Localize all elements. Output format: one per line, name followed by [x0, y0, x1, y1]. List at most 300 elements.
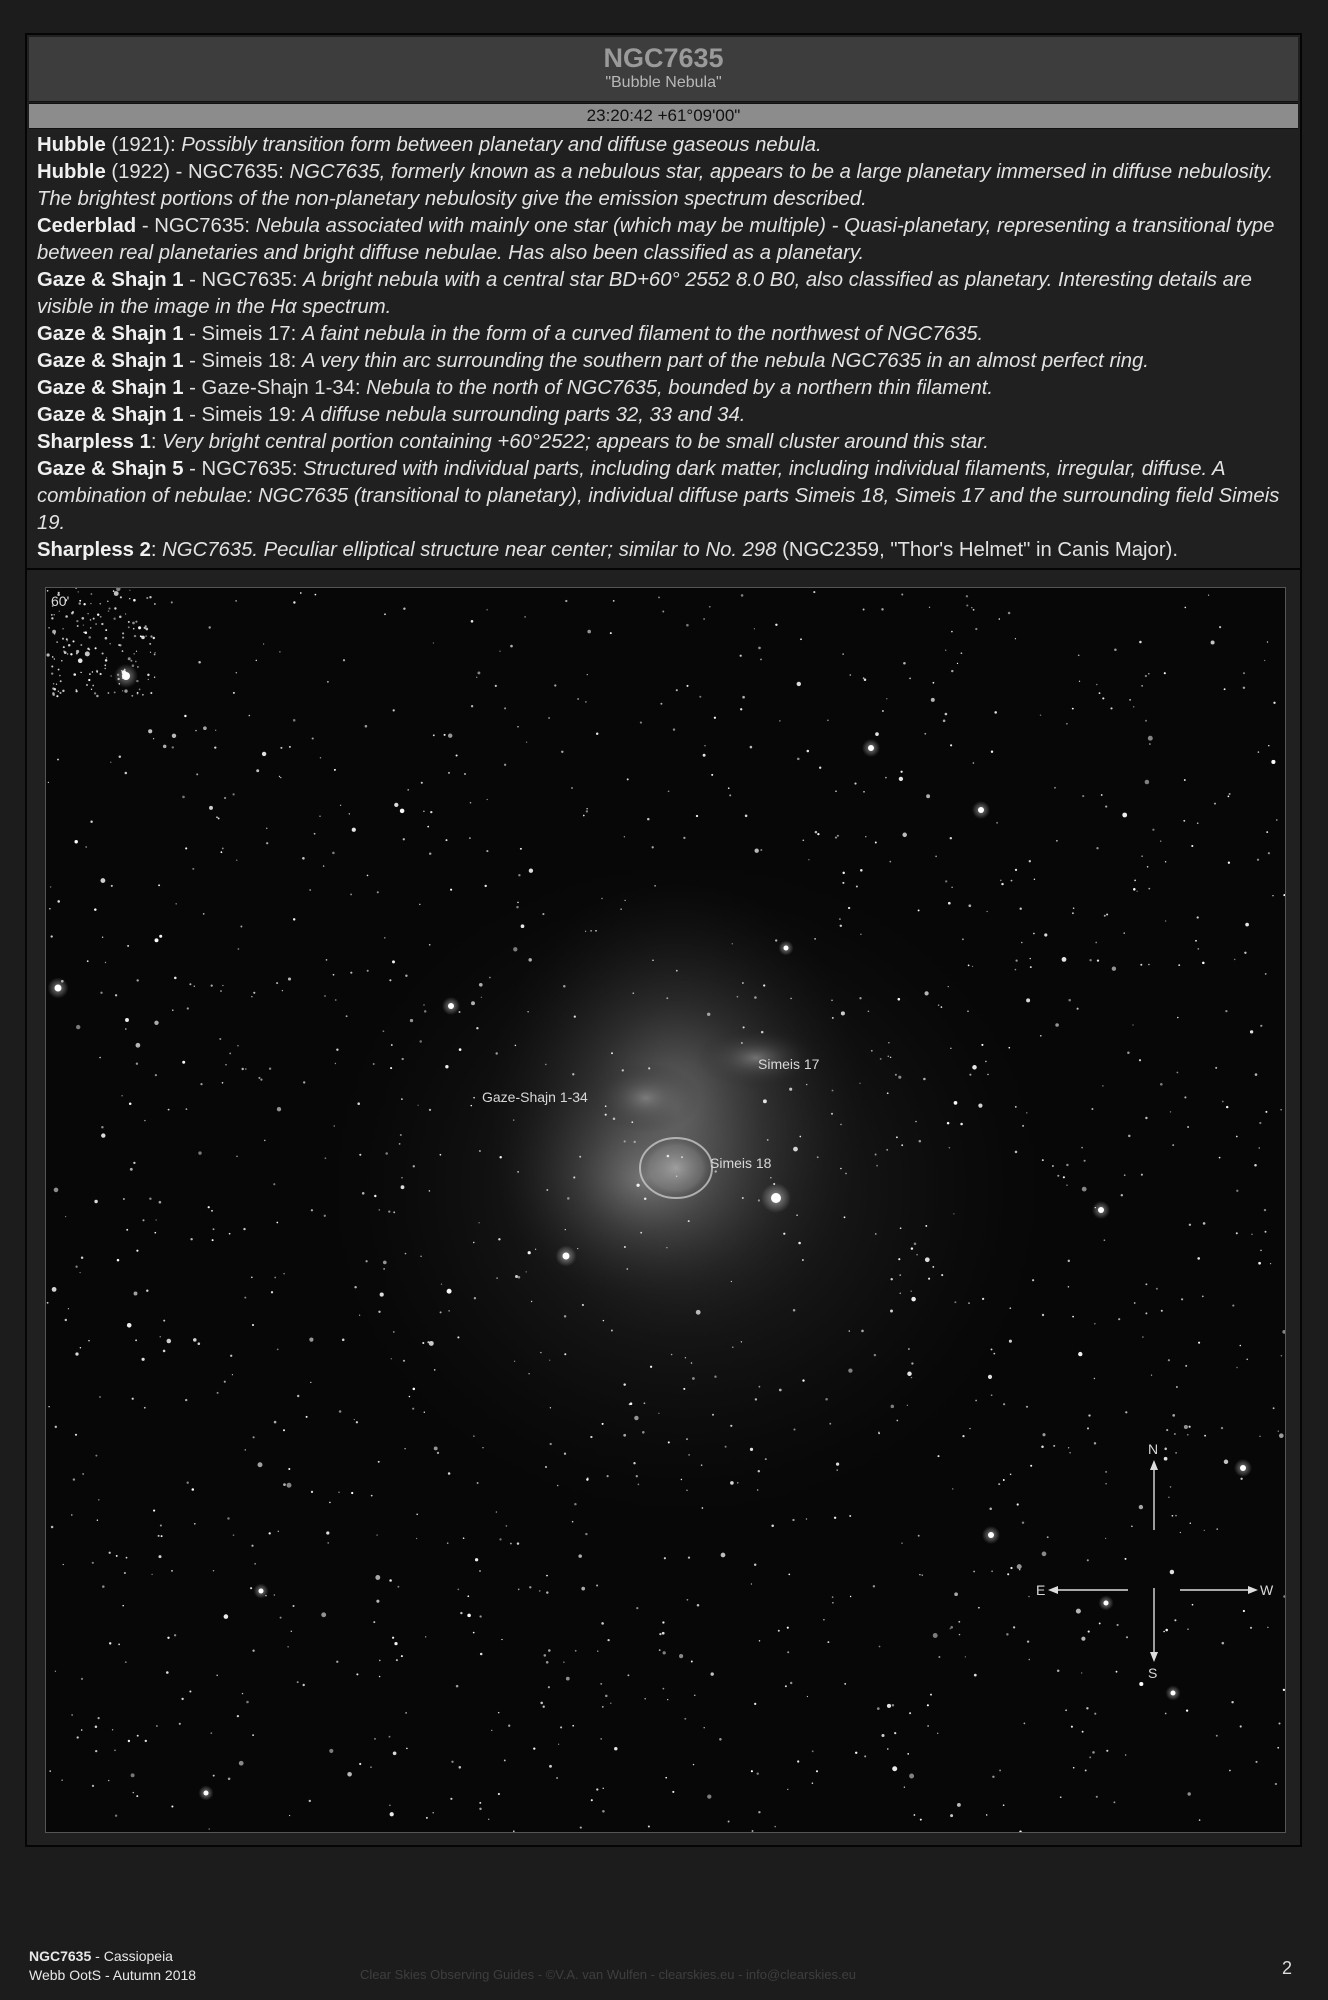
- note-text: Structured with individual parts, including dark matter, including individual filaments, irregular, diffuse. A combination of nebulae: NGC7635 (transitional to planetary), individual diffuse parts Simeis 18, Simeis 17 and the surrounding field Simeis 19.: [37, 458, 1280, 534]
- star: [1152, 829, 1154, 831]
- star: [760, 658, 762, 660]
- star: [707, 1013, 710, 1016]
- star: [289, 746, 291, 748]
- star: [730, 1425, 732, 1427]
- star: [109, 643, 111, 645]
- star: [1086, 1707, 1088, 1709]
- star: [1013, 1626, 1015, 1628]
- star: [95, 647, 97, 649]
- star: [65, 615, 68, 618]
- star: [998, 1483, 1000, 1485]
- star: [875, 1154, 877, 1156]
- star: [672, 1791, 674, 1793]
- star: [150, 692, 152, 694]
- star: [975, 628, 977, 630]
- star: [1229, 1770, 1231, 1772]
- star: [198, 661, 201, 664]
- star: [969, 1074, 971, 1076]
- star: [373, 1063, 375, 1065]
- star: [1029, 860, 1031, 862]
- star: [473, 1435, 475, 1437]
- star: [806, 1084, 807, 1085]
- star: [327, 681, 329, 683]
- star: [1028, 1596, 1029, 1597]
- star: [688, 1556, 690, 1558]
- star: [63, 650, 64, 651]
- star: [456, 1685, 459, 1688]
- star: [1008, 612, 1011, 615]
- star: [88, 1340, 89, 1341]
- star: [1266, 831, 1268, 833]
- star: [166, 1671, 169, 1674]
- star: [61, 660, 63, 662]
- bright-star: [784, 946, 789, 951]
- star: [402, 1058, 404, 1060]
- star: [605, 1105, 607, 1107]
- star: [704, 1727, 705, 1728]
- star: [114, 691, 116, 693]
- star: [741, 594, 744, 597]
- star: [1228, 862, 1230, 864]
- star: [172, 734, 176, 738]
- star: [412, 1408, 414, 1410]
- star: [585, 931, 586, 932]
- star: [481, 997, 482, 998]
- star: [498, 1712, 500, 1714]
- star: [911, 1362, 913, 1364]
- star: [623, 1434, 626, 1437]
- star: [245, 1449, 247, 1451]
- star: [440, 1311, 442, 1313]
- star: [312, 737, 314, 739]
- star: [1082, 795, 1084, 797]
- star: [222, 1082, 224, 1084]
- star: [1052, 1165, 1054, 1167]
- star: [676, 689, 678, 691]
- star: [90, 603, 91, 604]
- star: [693, 1764, 694, 1765]
- star: [816, 1770, 818, 1772]
- star: [895, 1074, 897, 1076]
- star: [122, 632, 124, 634]
- star: [399, 1143, 401, 1145]
- star: [840, 1168, 842, 1170]
- star: [258, 1462, 263, 1467]
- star: [973, 1571, 975, 1573]
- star: [346, 1015, 348, 1017]
- star: [194, 1523, 196, 1525]
- star: [251, 1276, 253, 1278]
- star: [98, 1717, 100, 1719]
- star: [108, 610, 109, 611]
- star: [875, 732, 879, 736]
- star: [1042, 1159, 1044, 1161]
- star: [1140, 964, 1142, 966]
- star: [384, 937, 385, 938]
- star: [1250, 1030, 1253, 1033]
- star: [97, 613, 99, 615]
- star: [422, 1342, 424, 1344]
- star: [624, 900, 625, 901]
- star: [262, 752, 266, 756]
- star: [229, 1052, 231, 1054]
- star: [136, 979, 138, 981]
- star: [213, 1228, 215, 1230]
- note-ref: - NGC7635:: [183, 458, 304, 480]
- star: [650, 1366, 652, 1368]
- star: [1257, 859, 1259, 861]
- star: [342, 1339, 345, 1342]
- star: [982, 1298, 984, 1300]
- star: [389, 979, 391, 981]
- star: [224, 1381, 226, 1383]
- star: [1172, 1515, 1174, 1517]
- star: [376, 1600, 379, 1603]
- note-ref: - Simeis 17:: [183, 323, 302, 345]
- star: [190, 1238, 192, 1240]
- star: [297, 1395, 299, 1397]
- star: [80, 1347, 81, 1348]
- star: [703, 618, 705, 620]
- star: [239, 1761, 244, 1766]
- object-subtitle: "Bubble Nebula": [605, 74, 722, 91]
- star: [237, 1045, 239, 1047]
- star: [886, 698, 887, 699]
- star: [579, 1156, 581, 1158]
- star: [185, 847, 187, 849]
- star: [203, 913, 205, 915]
- star: [774, 1826, 776, 1828]
- star: [1243, 1610, 1245, 1612]
- star: [1053, 1445, 1055, 1447]
- star: [128, 657, 131, 660]
- star: [763, 1099, 767, 1103]
- star: [135, 621, 137, 623]
- star: [894, 1732, 896, 1734]
- star: [125, 1028, 127, 1030]
- star: [790, 998, 792, 1000]
- star: [549, 1360, 550, 1361]
- star: [691, 1661, 693, 1663]
- star: [887, 1092, 889, 1094]
- star: [115, 1815, 117, 1817]
- star: [907, 1372, 912, 1377]
- star: [981, 1044, 983, 1046]
- star: [62, 628, 64, 630]
- star: [136, 1250, 138, 1252]
- star: [712, 1414, 714, 1416]
- star: [448, 1310, 449, 1311]
- star: [200, 1083, 202, 1085]
- star: [751, 1583, 752, 1584]
- star: [78, 591, 79, 592]
- star: [911, 1247, 913, 1249]
- star: [1276, 819, 1278, 821]
- star: [1186, 1709, 1188, 1711]
- star: [54, 1188, 59, 1193]
- star: [338, 1491, 340, 1493]
- star: [1203, 1222, 1206, 1225]
- star: [737, 1482, 738, 1483]
- star: [222, 847, 224, 849]
- star: [470, 802, 472, 804]
- star: [802, 1379, 804, 1381]
- star: [194, 986, 195, 987]
- star: [282, 990, 283, 991]
- star: [1055, 1023, 1059, 1027]
- star: [141, 1358, 144, 1361]
- bright-star: [1098, 1207, 1104, 1213]
- star: [132, 1398, 134, 1400]
- star: [1264, 1209, 1266, 1211]
- star: [149, 1197, 151, 1199]
- star: [775, 939, 777, 941]
- star: [751, 1770, 753, 1772]
- star: [856, 885, 858, 887]
- star: [79, 602, 81, 604]
- star: [109, 1642, 111, 1644]
- star: [582, 1304, 584, 1306]
- star: [938, 1656, 940, 1658]
- star: [832, 1602, 834, 1604]
- star: [73, 1478, 75, 1480]
- star: [51, 665, 53, 667]
- star: [520, 848, 522, 850]
- star: [513, 1119, 514, 1120]
- bright-star: [563, 1253, 570, 1260]
- star: [266, 842, 268, 844]
- star: [233, 692, 235, 694]
- star: [1133, 888, 1136, 891]
- star: [1071, 1726, 1073, 1728]
- star: [393, 1751, 397, 1755]
- star: [144, 1120, 145, 1121]
- star: [252, 1324, 254, 1326]
- star: [668, 790, 670, 792]
- label-simeis-18: Simeis 18: [710, 1155, 772, 1171]
- star: [1246, 1359, 1248, 1361]
- star: [1099, 692, 1101, 694]
- star: [901, 1144, 903, 1146]
- star: [130, 660, 132, 662]
- star: [1244, 952, 1246, 954]
- star: [991, 1348, 993, 1350]
- star: [1208, 594, 1209, 595]
- star: [1011, 880, 1013, 882]
- star: [1033, 933, 1035, 935]
- star: [210, 1732, 212, 1734]
- star: [902, 833, 907, 838]
- star: [631, 1121, 633, 1123]
- star: [405, 1712, 407, 1714]
- star: [1148, 888, 1150, 890]
- bright-star: [1240, 1465, 1246, 1471]
- star: [309, 889, 311, 891]
- star: [1104, 1239, 1106, 1241]
- star: [960, 1123, 963, 1126]
- star: [915, 1121, 917, 1123]
- star: [450, 1798, 452, 1800]
- star: [951, 887, 952, 888]
- star: [1007, 1573, 1009, 1575]
- star: [991, 751, 993, 753]
- star: [72, 611, 74, 613]
- star: [686, 1438, 688, 1440]
- star: [557, 1485, 559, 1487]
- star: [185, 1399, 187, 1401]
- star: [1125, 1411, 1127, 1413]
- object-card: [25, 33, 1302, 1847]
- star: [445, 1065, 448, 1068]
- scale-label: 60': [51, 593, 70, 609]
- star: [742, 982, 744, 984]
- star: [1142, 1336, 1144, 1338]
- star: [1084, 1160, 1086, 1162]
- star: [638, 1484, 640, 1486]
- star: [1124, 1174, 1126, 1176]
- star: [961, 652, 963, 654]
- star: [276, 1222, 278, 1224]
- star: [1106, 913, 1108, 915]
- star: [155, 938, 159, 942]
- star: [597, 1650, 598, 1651]
- star: [444, 734, 446, 736]
- star: [167, 1339, 172, 1344]
- star: [952, 1488, 954, 1490]
- star: [741, 1341, 742, 1342]
- star: [280, 777, 281, 778]
- star: [892, 1766, 897, 1771]
- star: [919, 1574, 921, 1576]
- star: [158, 884, 160, 886]
- star: [802, 839, 804, 841]
- star: [603, 1788, 604, 1789]
- star: [1145, 780, 1150, 785]
- star: [155, 1219, 156, 1220]
- star: [807, 1696, 808, 1697]
- star: [120, 596, 122, 598]
- star: [95, 623, 97, 625]
- star: [935, 856, 937, 858]
- star: [581, 1587, 585, 1591]
- star: [510, 1543, 512, 1545]
- star: [75, 1352, 78, 1355]
- star: [499, 651, 500, 652]
- note-source: Hubble: [37, 134, 106, 156]
- star: [208, 1206, 210, 1208]
- star: [252, 1734, 254, 1736]
- star: [909, 1712, 911, 1714]
- star: [1222, 1101, 1224, 1103]
- note-item: [37, 348, 1295, 375]
- star: [686, 624, 689, 627]
- star: [1126, 1636, 1128, 1638]
- star: [957, 663, 958, 664]
- star: [959, 1634, 960, 1635]
- star: [213, 1570, 214, 1571]
- star: [154, 1232, 156, 1234]
- star: [73, 673, 76, 676]
- star: [945, 713, 948, 716]
- star: [1104, 915, 1106, 917]
- star: [403, 607, 405, 609]
- star: [554, 684, 556, 686]
- star: [133, 653, 135, 655]
- star: [887, 1704, 891, 1708]
- star: [269, 1532, 271, 1534]
- star: [545, 1064, 546, 1065]
- note-text: A very thin arc surrounding the southern part of the nebula NGC7635 in an almost perfect ring.: [301, 350, 1149, 372]
- star: [371, 1495, 373, 1497]
- star: [221, 851, 223, 853]
- star: [113, 618, 115, 620]
- star: [949, 1147, 950, 1148]
- star: [941, 1006, 943, 1008]
- note-text: NGC7635, formerly known as a nebulous star, appears to be a large planetary immersed in diffuse nebulosity. The brightest portions of the non-planetary nebulosity give the emission spectrum described.: [37, 161, 1274, 210]
- star: [740, 655, 742, 657]
- star: [790, 1682, 792, 1684]
- star: [968, 1302, 970, 1304]
- star: [117, 1259, 120, 1262]
- star: [758, 1199, 760, 1201]
- star: [703, 754, 706, 757]
- star: [932, 1266, 934, 1268]
- star: [1000, 880, 1001, 881]
- star: [271, 1291, 273, 1293]
- star: [229, 1233, 231, 1235]
- star: [90, 820, 92, 822]
- star: [59, 675, 61, 677]
- star: [479, 1570, 481, 1572]
- star: [154, 1021, 158, 1025]
- star: [432, 1812, 433, 1813]
- star: [1057, 1175, 1059, 1177]
- star: [759, 1386, 761, 1388]
- star: [333, 974, 335, 976]
- star: [75, 1266, 77, 1268]
- star: [544, 1654, 547, 1657]
- star: [1069, 1452, 1071, 1454]
- star: [900, 1227, 902, 1229]
- star: [400, 809, 405, 814]
- star: [46, 653, 49, 656]
- star: [249, 715, 251, 717]
- star: [160, 1336, 161, 1337]
- star: [907, 1405, 908, 1406]
- star: [600, 1738, 602, 1740]
- star: [134, 1292, 138, 1296]
- star: [928, 1278, 930, 1280]
- star: [106, 657, 107, 658]
- star: [863, 609, 865, 611]
- star: [129, 1102, 132, 1105]
- star: [676, 970, 678, 972]
- star: [1105, 1471, 1107, 1473]
- star: [517, 1542, 519, 1544]
- star: [761, 1031, 764, 1034]
- star: [654, 885, 655, 886]
- star: [623, 1383, 625, 1385]
- star: [232, 793, 234, 795]
- star: [508, 1725, 510, 1727]
- star: [367, 875, 369, 877]
- star: [1277, 1747, 1279, 1749]
- star: [102, 1585, 105, 1588]
- star: [1132, 1024, 1133, 1025]
- star: [1165, 1629, 1168, 1632]
- star: [817, 833, 819, 835]
- star: [546, 1575, 548, 1577]
